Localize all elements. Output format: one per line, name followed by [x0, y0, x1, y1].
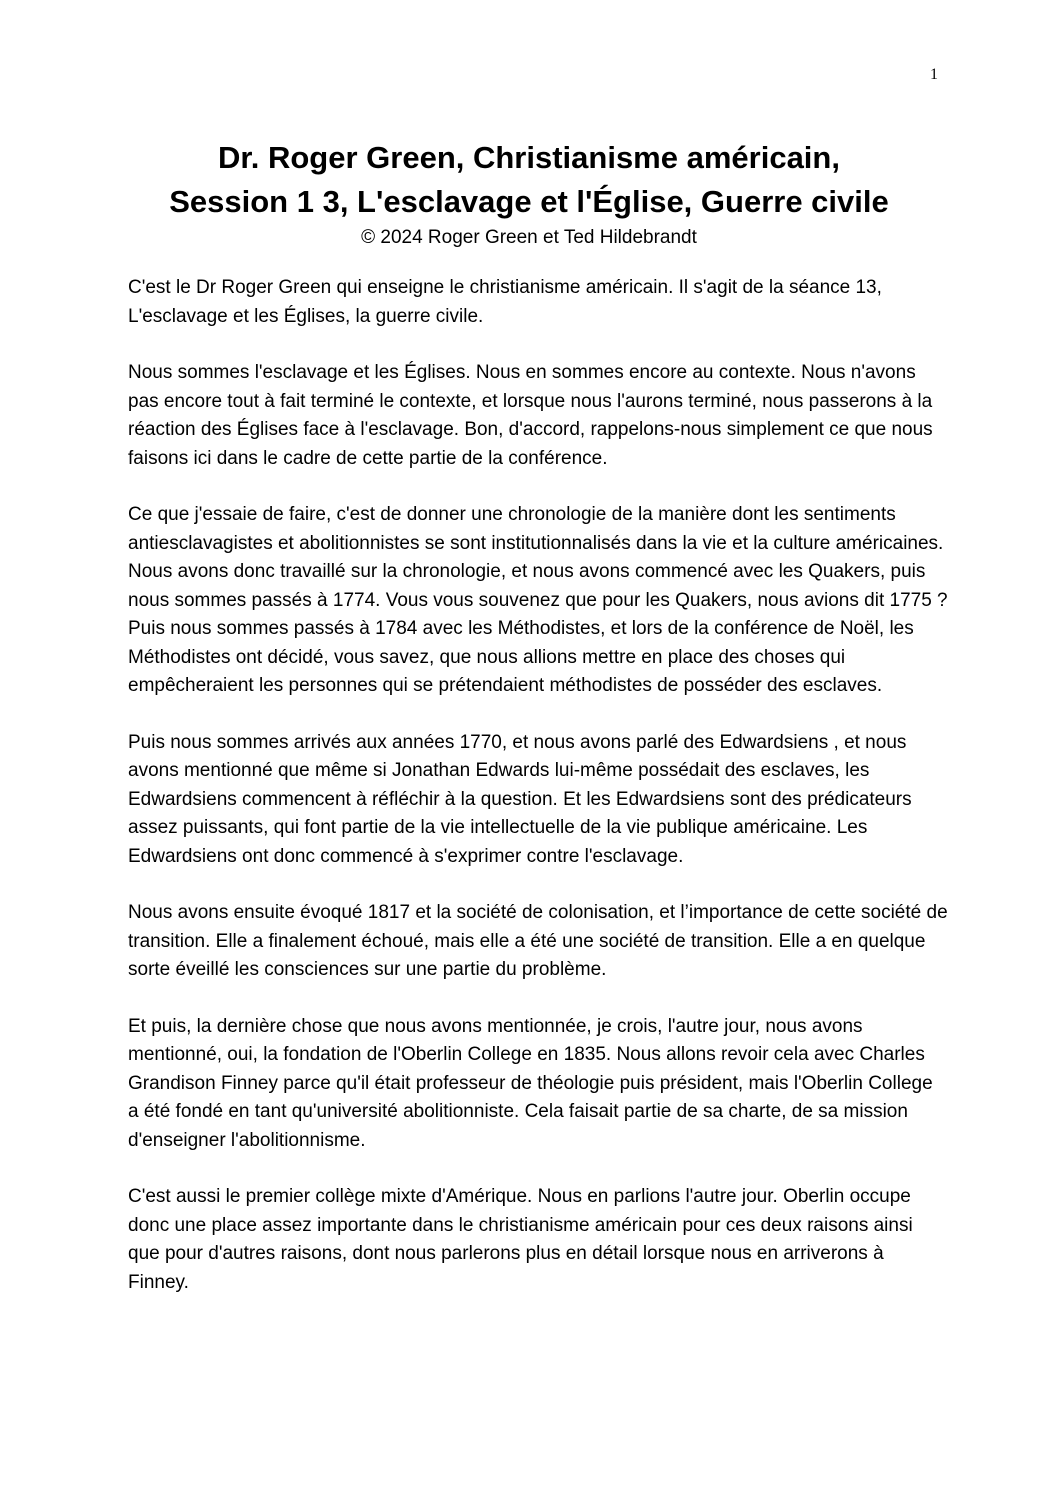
paragraph: Nous sommes l'esclavage et les Églises. Nous en sommes encore au contexte. Nous n'avons pas encore tout à fait terminé le contexte, et lorsque nous l'aurons terminé, nous passerons à la réaction des Églises face à l'esclavage. Bon, d'accord, rappelons-nous simplement ce que nous faisons ici dans le cadre de cette partie de la conférence.	[128, 362, 933, 469]
paragraph: C'est le Dr Roger Green qui enseigne le christianisme américain. Il s'agit de la séance 13, L'esclavage et les Églises, la guerre civile.	[128, 277, 882, 327]
document-title-line-1: Dr. Roger Green, Christianisme américain,	[218, 140, 840, 175]
paragraph: Ce que j'essaie de faire, c'est de donner une chronologie de la manière dont les sentiments antiesclavagistes et abolitionnistes se sont institutionnalisés dans la vie et la culture américaines. Nous avons donc travaillé sur la chronologie, et nous avons commencé avec les Quakers, puis nous sommes passés à 1774. Vous vous souvenez que pour les Quakers, nous avions dit 1775 ? Puis nous sommes passés à 1784 avec les Méthodistes, et lors de la conférence de Noël, les Méthodistes ont décidé, vous savez, que nous allions mettre en place des choses qui empêcheraient les personnes qui se prétendaient méthodistes de posséder des esclaves.	[128, 504, 948, 696]
page-number: 1	[930, 66, 938, 83]
copyright-notice: © 2024 Roger Green et Ted Hildebrandt	[361, 227, 697, 248]
paragraph: Puis nous sommes arrivés aux années 1770, et nous avons parlé des Edwardsiens , et nous avons mentionné que même si Jonathan Edwards lui-même possédait des esclaves, les Edwardsiens commencent à réfléchir à la question. Et les Edwardsiens sont des prédicateurs assez puissants, qui font partie de la vie intellectuelle de la vie publique américaine. Les Edwardsiens ont donc commencé à s'exprimer contre l'esclavage.	[128, 731, 912, 867]
paragraph: Nous avons ensuite évoqué 1817 et la société de colonisation, et l’importance de cette société de transition. Elle a finalement échoué, mais elle a été une société de transition. Elle a en quelque sorte éveillé les consciences sur une partie du problème.	[128, 902, 948, 980]
document-body	[128, 274, 948, 1325]
paragraph: C'est aussi le premier collège mixte d'Amérique. Nous en parlions l'autre jour. Oberlin occupe donc une place assez importante dans le christianisme américain pour ces deux raisons ainsi que pour d'autres raisons, dont nous parlerons plus en détail lorsque nous en arriverons à Finney.	[128, 1186, 913, 1293]
paragraph: Et puis, la dernière chose que nous avons mentionnée, je crois, l'autre jour, nous avons mentionné, oui, la fondation de l'Oberlin College en 1835. Nous allons revoir cela avec Charles Grandison Finney parce qu'il était professeur de théologie puis président, mais l'Oberlin College a été fondé en tant qu'université abolitionniste. Cela faisait partie de sa charte, de sa mission d'enseigner l'abolitionnisme.	[128, 1015, 933, 1151]
document-title-line-2: Session 1 3, L'esclavage et l'Église, Guerre civile	[169, 184, 889, 219]
title-block	[0, 136, 1058, 252]
